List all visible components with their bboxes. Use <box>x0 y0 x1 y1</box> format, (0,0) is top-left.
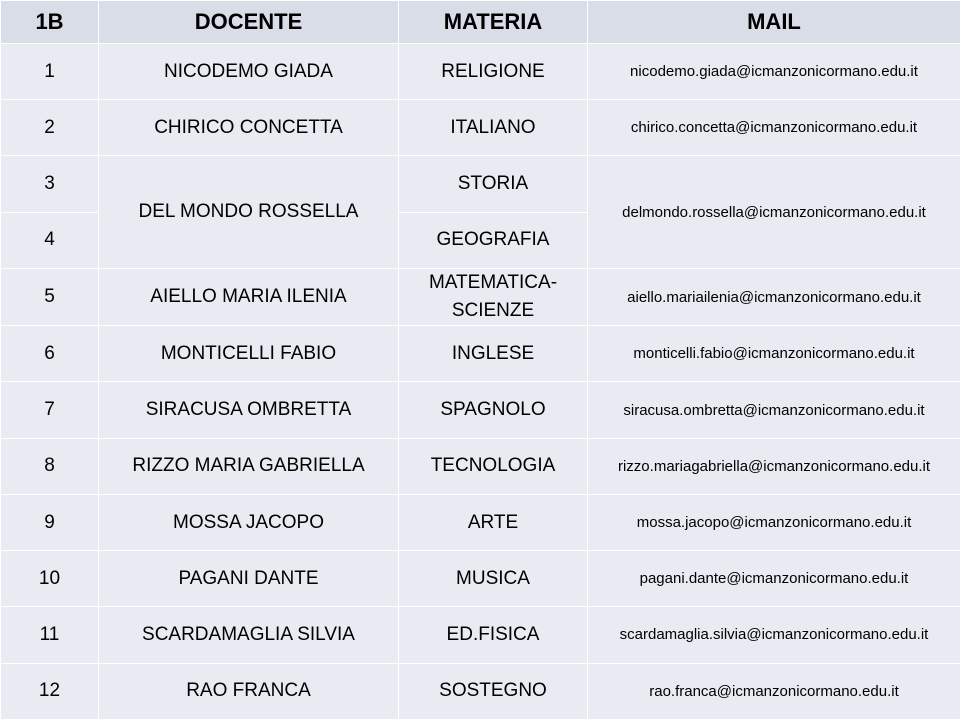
teacher-name: PAGANI DANTE <box>99 551 399 607</box>
subject-line-1: MATEMATICA- <box>428 272 558 294</box>
header-class: 1B <box>1 1 99 44</box>
teacher-name: AIELLO MARIA ILENIA <box>99 268 399 325</box>
teacher-name: CHIRICO CONCETTA <box>99 100 399 156</box>
subject: SPAGNOLO <box>399 382 588 438</box>
subject: ARTE <box>399 494 588 550</box>
header-materia: MATERIA <box>399 1 588 44</box>
table-row <box>1 438 960 494</box>
teacher-email[interactable]: monticelli.fabio@icmanzonicormano.edu.it <box>588 326 960 382</box>
header-mail: MAIL <box>588 1 960 44</box>
table-row <box>1 494 960 550</box>
teacher-name: RIZZO MARIA GABRIELLA <box>99 438 399 494</box>
table-row <box>1 382 960 438</box>
teacher-email[interactable]: pagani.dante@icmanzonicormano.edu.it <box>588 551 960 607</box>
subject <box>399 268 588 325</box>
teacher-email[interactable]: chirico.concetta@icmanzonicormano.edu.it <box>588 100 960 156</box>
table-row <box>1 607 960 663</box>
subject-line-2: SCIENZE <box>451 300 535 322</box>
subject: GEOGRAFIA <box>399 212 588 268</box>
teacher-email[interactable]: siracusa.ombretta@icmanzonicormano.edu.it <box>588 382 960 438</box>
subject: MUSICA <box>399 551 588 607</box>
subject: INGLESE <box>399 326 588 382</box>
teacher-email[interactable]: mossa.jacopo@icmanzonicormano.edu.it <box>588 494 960 550</box>
table-row <box>1 156 960 212</box>
row-number: 8 <box>1 438 99 494</box>
row-number: 12 <box>1 663 99 719</box>
teacher-name: SCARDAMAGLIA SILVIA <box>99 607 399 663</box>
subject: TECNOLOGIA <box>399 438 588 494</box>
row-number: 7 <box>1 382 99 438</box>
teacher-email[interactable]: rizzo.mariagabriella@icmanzonicormano.edu.it <box>588 438 960 494</box>
teacher-name: MONTICELLI FABIO <box>99 326 399 382</box>
teacher-email[interactable]: nicodemo.giada@icmanzonicormano.edu.it <box>588 44 960 100</box>
teacher-email[interactable]: rao.franca@icmanzonicormano.edu.it <box>588 663 960 719</box>
row-number: 3 <box>1 156 99 212</box>
teacher-email[interactable]: scardamaglia.silvia@icmanzonicormano.edu.it <box>588 607 960 663</box>
subject: STORIA <box>399 156 588 212</box>
teacher-name: RAO FRANCA <box>99 663 399 719</box>
row-number: 5 <box>1 268 99 325</box>
row-number: 1 <box>1 44 99 100</box>
teacher-name: DEL MONDO ROSSELLA <box>99 156 399 268</box>
row-number: 10 <box>1 551 99 607</box>
table-row <box>1 268 960 325</box>
teacher-email[interactable]: aiello.mariailenia@icmanzonicormano.edu.it <box>588 268 960 325</box>
table-row <box>1 100 960 156</box>
header-docente: DOCENTE <box>99 1 399 44</box>
teacher-email[interactable]: delmondo.rossella@icmanzonicormano.edu.it <box>588 156 960 268</box>
teacher-name: NICODEMO GIADA <box>99 44 399 100</box>
row-number: 6 <box>1 326 99 382</box>
row-number: 2 <box>1 100 99 156</box>
row-number: 4 <box>1 212 99 268</box>
row-number: 11 <box>1 607 99 663</box>
table-row <box>1 326 960 382</box>
table-row <box>1 551 960 607</box>
table-row <box>1 663 960 719</box>
subject: SOSTEGNO <box>399 663 588 719</box>
table-row <box>1 44 960 100</box>
teacher-name: MOSSA JACOPO <box>99 494 399 550</box>
subject: ITALIANO <box>399 100 588 156</box>
row-number: 9 <box>1 494 99 550</box>
header-row <box>1 1 960 44</box>
subject: ED.FISICA <box>399 607 588 663</box>
teacher-name: SIRACUSA OMBRETTA <box>99 382 399 438</box>
subject: RELIGIONE <box>399 44 588 100</box>
